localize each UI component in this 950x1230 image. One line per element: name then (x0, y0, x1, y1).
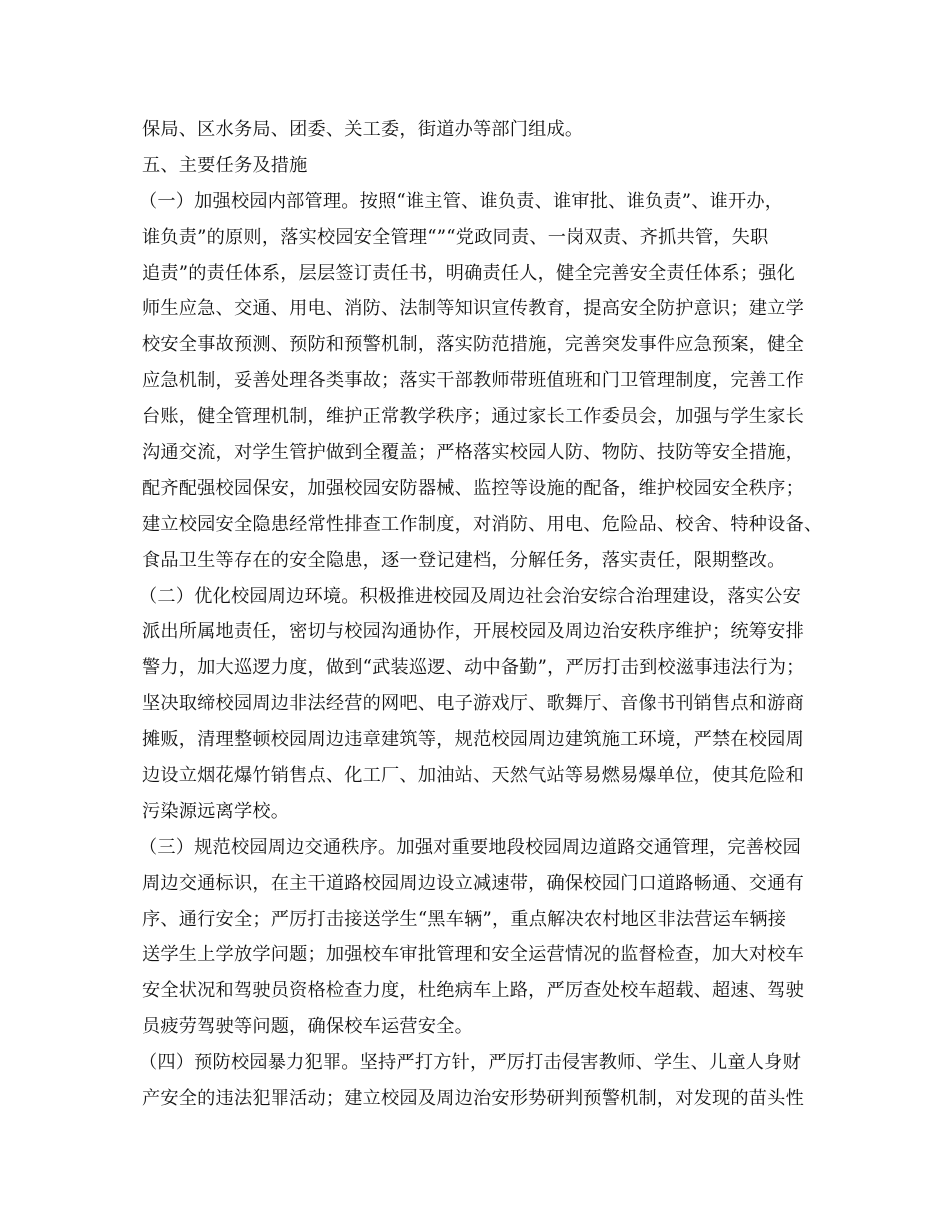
text-line: 派出所属地责任，密切与校园沟通协作，开展校园及周边治安秩序维护；统筹安排 (142, 621, 804, 643)
paragraph-3-start: （三）规范校园周边交通秩序。加强对重要地段校园周边道路交通管理，完善校园 (139, 836, 801, 858)
text-line: 配齐配强校园保安，加强校园安防器械、监控等设施的配备，维护校园安全秩序； (142, 477, 804, 499)
text-line: 追责”的责任体系，层层签订责任书，明确责任人，健全完善安全责任体系；强化 (142, 262, 796, 284)
text-line: 坚决取缔校园周边非法经营的网吧、电子游戏厅、歌舞厅、音像书刊销售点和游商 (142, 693, 804, 715)
text-line: 建立校园安全隐患经常性排查工作制度，对消防、用电、危险品、校舍、特种设备、 (142, 513, 823, 535)
text-line: 台账，健全管理机制，维护正常教学秩序；通过家长工作委员会，加强与学生家长 (142, 406, 804, 428)
document-body (139, 112, 823, 1117)
text-line: 警力，加大巡逻力度，做到“武装巡逻、动中备勤”，严厉打击到校滋事违法行为； (142, 657, 805, 679)
text-line: 周边交通标识，在主干道路校园周边设立减速带，确保校园门口道路畅通、交通有 (142, 872, 804, 894)
text-line: 产安全的违法犯罪活动；建立校园及周边治安形势研判预警机制，对发现的苗头性 (142, 1088, 804, 1110)
text-line: 边设立烟花爆竹销售点、化工厂、加油站、天然气站等易燃易爆单位，使其危险和 (142, 765, 804, 787)
text-line: 员疲劳驾驶等问题，确保校车运营安全。 (142, 1016, 473, 1038)
text-line: 送学生上学放学问题；加强校车审批管理和安全运营情况的监督检查，加大对校车 (142, 944, 804, 966)
text-line: 应急机制，妥善处理各类事故；落实干部教师带班值班和门卫管理制度，完善工作 (142, 370, 804, 392)
text-line: 摊贩，清理整顿校园周边违章建筑等，规范校园周边建筑施工环境，严禁在校园周 (142, 729, 804, 751)
text-line: 保局、区水务局、团委、关工委，街道办等部门组成。 (142, 119, 584, 140)
paragraph-4-start: （四）预防校园暴力犯罪。坚持严打方针，严厉打击侵害教师、学生、儿童人身财 (139, 1052, 801, 1074)
text-line: 序、通行安全；严厉打击接送学生“黑车辆”，重点解决农村地区非法营运车辆接 (142, 908, 787, 930)
text-line: 师生应急、交通、用电、消防、法制等知识宣传教育，提高安全防护意识；建立学 (142, 298, 804, 320)
paragraph-2-start: （二）优化校园周边环境。积极推进校园及周边社会治安综合治理建设，落实公安 (139, 585, 801, 607)
text-line: 安全状况和驾驶员资格检查力度，杜绝病车上路，严厉查处校车超载、超速、驾驶 (142, 980, 804, 1002)
section-heading: 五、主要任务及措施 (142, 154, 308, 176)
text-line: 污染源远离学校。 (142, 800, 290, 822)
text-line: 沟通交流，对学生管护做到全覆盖；严格落实校园人防、物防、技防等安全措施， (142, 442, 804, 464)
text-line: 食品卫生等存在的安全隐患，逐一登记建档，分解任务，落实责任，限期整改。 (142, 549, 786, 571)
text-line: 校安全事故预测、预防和预警机制，落实防范措施，完善突发事件应急预案，健全 (142, 334, 804, 356)
text-line: 谁负责”的原则，落实校园安全管理“”“党政同责、一岗双责、齐抓共管，失职 (142, 226, 769, 248)
paragraph-1-start: （一）加强校园内部管理。按照“谁主管、谁负责、谁审批、谁负责”、谁开办， (139, 190, 784, 212)
